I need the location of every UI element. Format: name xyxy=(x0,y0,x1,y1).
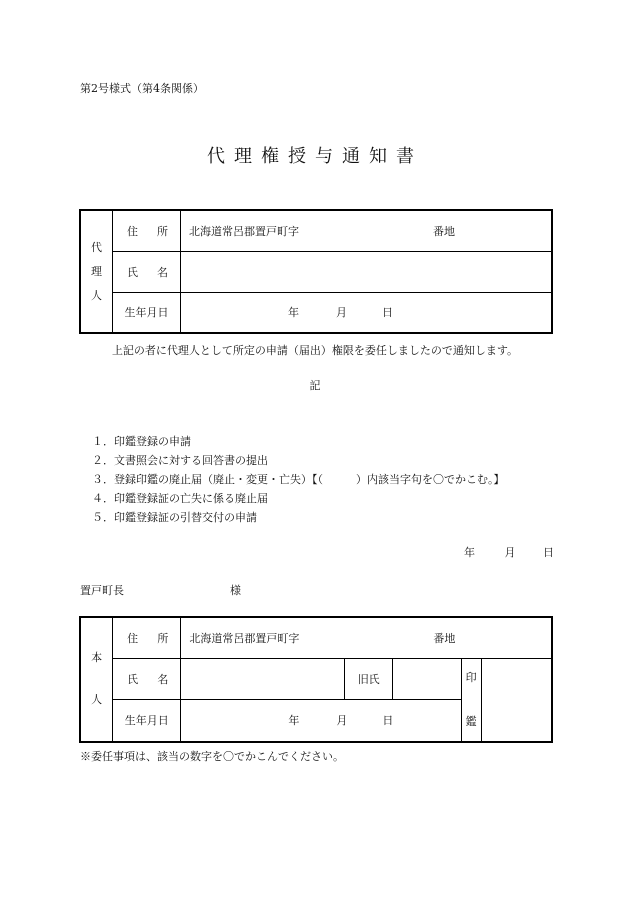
agent-side-char: 代 xyxy=(91,240,102,254)
principal-address-value: 北海道常呂郡置戸町字 xyxy=(189,631,300,645)
principal-birth-field[interactable] xyxy=(181,700,461,742)
delegation-items xyxy=(92,432,505,527)
label-char: 所 xyxy=(157,631,169,645)
day-unit: 日 xyxy=(382,306,393,320)
month-unit: 月 xyxy=(504,546,516,559)
year-unit: 年 xyxy=(288,714,300,728)
principal-address-field[interactable] xyxy=(181,617,552,658)
day-unit: 日 xyxy=(382,714,394,728)
agent-address-field[interactable] xyxy=(181,210,553,251)
year-unit: 年 xyxy=(464,546,475,559)
list-item: ３．登録印鑑の廃止届（廃止・変更・亡失）【（ ）内該当字句を〇でかこむ。】 xyxy=(92,473,505,486)
addressee-line xyxy=(80,582,241,598)
agent-address-label xyxy=(113,210,181,251)
list-item: ４．印鑑登録証の亡失に係る廃止届 xyxy=(92,492,268,505)
honorific: 様 xyxy=(230,584,241,597)
document-title: 代理権授与通知書 xyxy=(207,146,423,167)
agent-name-label xyxy=(113,251,181,292)
agent-address-value: 北海道常呂郡置戸町字 xyxy=(189,224,299,238)
list-item: １．印鑑登録の申請 xyxy=(92,435,191,448)
agent-side-label xyxy=(80,210,113,333)
seal-char: 鑑 xyxy=(465,714,477,728)
principal-side-label xyxy=(80,617,113,742)
notice-date xyxy=(464,544,554,560)
principal-table xyxy=(79,616,553,743)
principal-name-field[interactable] xyxy=(181,658,345,700)
footnote: ※委任事項は、該当の数字を〇でかこんでください。 xyxy=(80,750,344,763)
label-char: 住 xyxy=(127,631,139,645)
day-unit: 日 xyxy=(543,546,554,559)
agent-birth-label: 生年月日 xyxy=(113,292,181,333)
agent-side-char: 人 xyxy=(91,288,102,302)
month-unit: 月 xyxy=(336,306,347,320)
old-name-label: 旧氏 xyxy=(345,658,393,700)
label-char: 住 xyxy=(127,224,138,238)
seal-stamp-box[interactable] xyxy=(482,659,551,741)
label-char: 所 xyxy=(157,224,168,238)
list-item: ２．文書照会に対する回答書の提出 xyxy=(92,454,268,467)
principal-side-char: 人 xyxy=(91,693,103,707)
delegation-notice: 上記の者に代理人として所定の申請（届出）権限を委任しましたので通知します。 xyxy=(111,344,519,357)
label-char: 氏 xyxy=(127,672,139,686)
list-item: ５．印鑑登録証の引替交付の申請 xyxy=(92,511,257,524)
seal-char: 印 xyxy=(465,670,477,684)
label-char: 名 xyxy=(157,672,169,686)
addressee: 置戸町長 xyxy=(80,584,124,597)
ki-heading: 記 xyxy=(309,379,321,392)
principal-name-label xyxy=(113,658,181,700)
month-unit: 月 xyxy=(336,714,348,728)
agent-address-suffix: 番地 xyxy=(433,224,455,238)
form-number: 第2号様式（第4条関係） xyxy=(80,82,204,95)
agent-birth-field[interactable] xyxy=(181,292,553,333)
principal-side-char: 本 xyxy=(91,651,103,665)
agent-side-char: 理 xyxy=(91,264,102,278)
agent-name-field[interactable] xyxy=(181,251,553,292)
old-name-field[interactable] xyxy=(393,658,461,700)
principal-birth-label: 生年月日 xyxy=(113,700,181,742)
year-unit: 年 xyxy=(288,306,299,320)
seal-label xyxy=(462,659,482,741)
agent-table xyxy=(79,209,553,334)
seal-area xyxy=(461,658,552,742)
label-char: 氏 xyxy=(127,265,138,279)
label-char: 名 xyxy=(157,265,168,279)
principal-address-label xyxy=(113,617,181,658)
principal-address-suffix: 番地 xyxy=(433,631,456,645)
